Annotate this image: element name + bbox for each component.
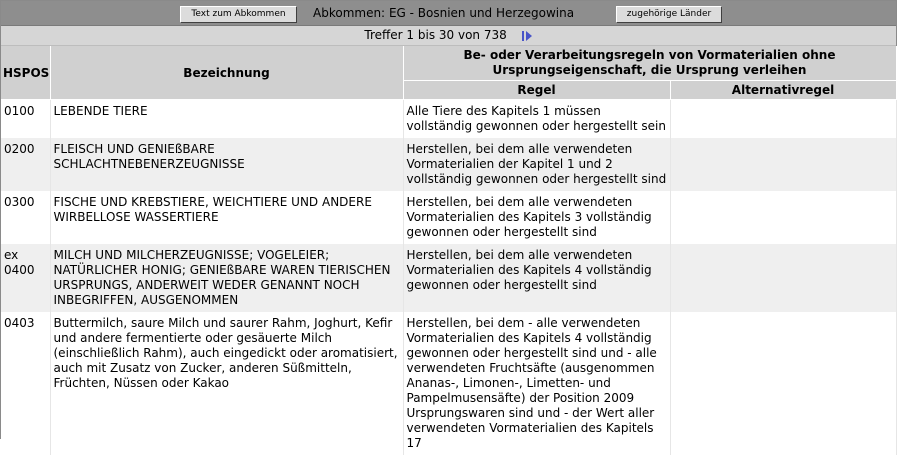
column-header-group: Be- oder Verarbeitungsregeln von Vormaterialien ohne Ursprungseigenschaft, die Ursprung verleihen xyxy=(403,46,896,81)
cell-regel: Herstellen, bei dem alle verwendeten Vormaterialien des Kapitels 4 vollständig gewonnen oder hergestellt sind xyxy=(403,244,670,312)
agreement-title xyxy=(313,6,574,21)
cell-hspos: 0403 xyxy=(1,312,50,455)
cell-bezeichnung: MILCH UND MILCHERZEUGNISSE; VOGELEIER; NATÜRLICHER HONIG; GENIEßBARE WAREN TIERISCHEN URSPRUNGS, ANDERWEIT WEDER GENANNT NOCH INBEGRIFFEN, AUSGENOMMEN xyxy=(50,244,403,312)
cell-bezeichnung: FISCHE UND KREBSTIERE, WEICHTIERE UND ANDERE WIRBELLOSE WASSERTIERE xyxy=(50,191,403,244)
column-header-alternativregel: Alternativregel xyxy=(670,81,896,100)
header-row xyxy=(1,46,896,81)
text-zum-abkommen-button[interactable]: Text zum Abkommen xyxy=(180,6,297,23)
column-header-hspos: HSPOS xyxy=(1,46,50,100)
column-header-bezeichnung: Bezeichnung xyxy=(50,46,403,100)
cell-hspos: 0200 xyxy=(1,138,50,191)
cell-hspos: ex 0400 xyxy=(1,244,50,312)
cell-alternativregel xyxy=(670,191,896,244)
next-page-icon[interactable] xyxy=(521,29,533,41)
cell-regel: Herstellen, bei dem alle verwendeten Vormaterialien des Kapitels 3 vollständig gewonnen oder hergestellt sind xyxy=(403,191,670,244)
cell-bezeichnung: Buttermilch, saure Milch und saurer Rahm, Joghurt, Kefir und andere fermentierte oder gesäuerte Milch (einschließlich Rahm), auch eingedickt oder aromatisiert, auch mit Zusatz von Zucker, anderen Süßmitteln, Früchten, Nüssen oder Kakao xyxy=(50,312,403,455)
cell-regel: Herstellen, bei dem - alle verwendeten Vormaterialien des Kapitels 4 vollständig gewonnen oder hergestellt sind und - alle verwendeten Fruchtsäfte (ausgenommen Ananas-, Limonen-, Limetten- und Pampelmusensäfte) der Position 2009 Ursprungswaren sind und - der Wert aller verwendeten Vormaterialien des Kapitels 17 xyxy=(403,312,670,455)
agreement-label: Abkommen: xyxy=(313,6,386,20)
cell-alternativregel xyxy=(670,138,896,191)
table-row xyxy=(1,191,896,244)
top-toolbar xyxy=(1,1,896,26)
table-row xyxy=(1,244,896,312)
cell-hspos: 0100 xyxy=(1,100,50,139)
cell-alternativregel xyxy=(670,100,896,139)
cell-regel: Herstellen, bei dem alle verwendeten Vormaterialien der Kapitel 1 und 2 vollständig gewonnen oder hergestellt sind xyxy=(403,138,670,191)
cell-alternativregel xyxy=(670,312,896,455)
column-header-regel: Regel xyxy=(403,81,670,100)
cell-alternativregel xyxy=(670,244,896,312)
table-row xyxy=(1,312,896,455)
cell-regel: Alle Tiere des Kapitels 1 müssen vollständig gewonnen oder hergestellt sein xyxy=(403,100,670,139)
pagination-bar xyxy=(1,26,896,46)
table-row xyxy=(1,100,896,139)
cell-bezeichnung: LEBENDE TIERE xyxy=(50,100,403,139)
hits-text: Treffer 1 bis 30 von 738 xyxy=(364,28,507,42)
cell-bezeichnung: FLEISCH UND GENIEßBARE SCHLACHTNEBENERZEUGNISSE xyxy=(50,138,403,191)
cell-hspos: 0300 xyxy=(1,191,50,244)
agreement-name: EG - Bosnien und Herzegowina xyxy=(388,6,575,20)
rules-table xyxy=(1,46,897,455)
table-row xyxy=(1,138,896,191)
zugehoerige-laender-button[interactable]: zugehörige Länder xyxy=(616,6,722,23)
